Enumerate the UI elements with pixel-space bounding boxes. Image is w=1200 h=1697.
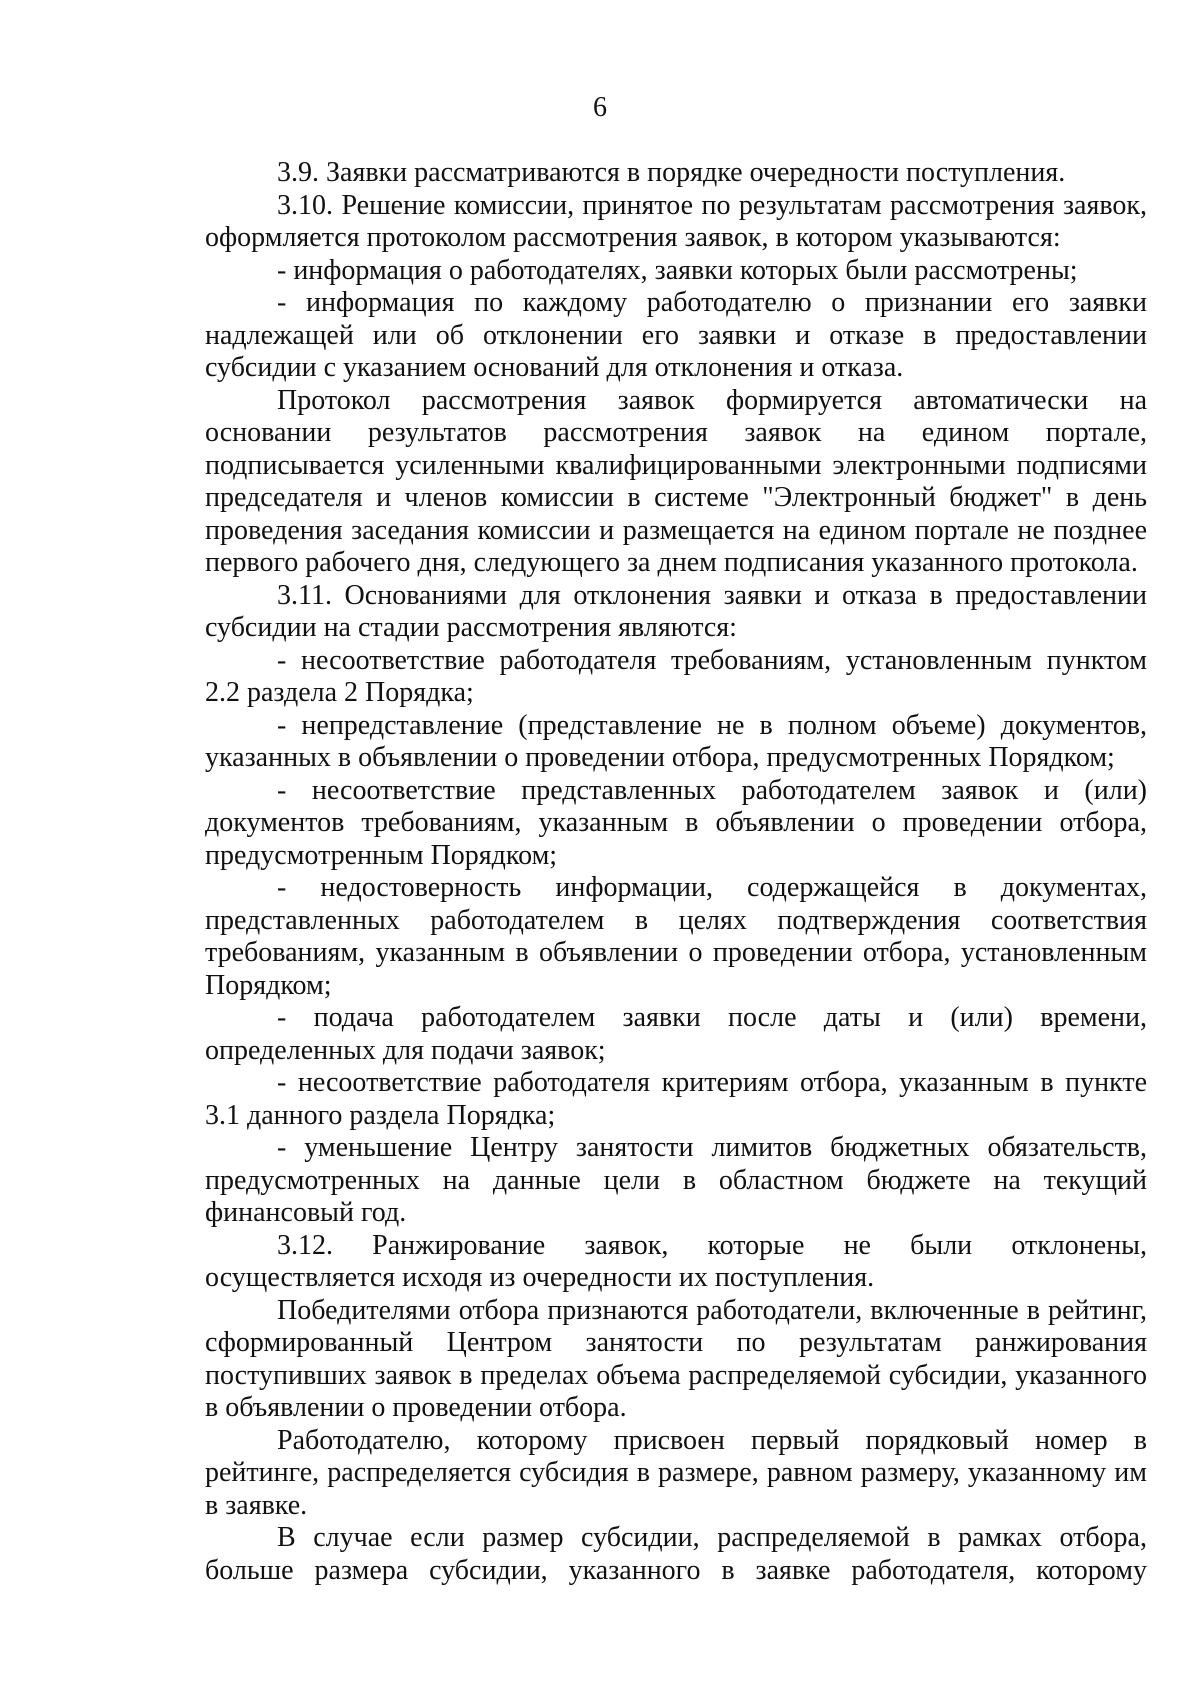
- paragraph-3-9: 3.9. Заявки рассматриваются в порядке очередности поступления.: [277, 157, 1066, 188]
- list-item-requirements-mismatch: - несоответствие работодателя требованиям, установленным пунктом 2.2 раздела 2 Порядка;: [205, 644, 1147, 708]
- list-item-unreliable-info: - недостоверность информации, содержащейся в документах, представленных работодателем в целях подтверждения соответствия требованиям, указанным в объявлении о проведении отбора, установленным Порядком;: [205, 872, 1147, 1001]
- list-item-late-submission: - подача работодателем заявки после даты и (или) времени, определенных для подачи заявок;: [205, 1002, 1147, 1066]
- paragraph-protocol: Протокол рассмотрения заявок формируется автоматически на основании результатов рассмотрения заявок на едином портале, подписывается усиленными квалифицированными электронными подписями председателя и членов комиссии в системе "Электронный бюджет" в день проведения заседания комиссии и размещается на едином портале не позднее первого рабочего дня, следующего за днем подписания указанного протокола.: [205, 384, 1147, 578]
- paragraph-3-12: 3.12. Ранжирование заявок, которые не были отклонены, осуществляется исходя из очередности их поступления.: [205, 1229, 1147, 1293]
- list-item-documents-mismatch: - несоответствие представленных работодателем заявок и (или) документов требованиям, указанным в объявлении о проведении отбора, предусмотренным Порядком;: [205, 774, 1147, 871]
- list-item-budget-reduction: - уменьшение Центру занятости лимитов бюджетных обязательств, предусмотренных на данные цели в областном бюджете на текущий финансовый год.: [205, 1132, 1147, 1228]
- document-body: [205, 157, 1147, 1587]
- page-number: 6: [593, 92, 607, 123]
- paragraph-winners: Победителями отбора признаются работодатели, включенные в рейтинг, сформированный Центром занятости по результатам ранжирования поступивших заявок в пределах объема распределяемой субсидии, указанного в объявлении о проведении отбора.: [205, 1294, 1147, 1423]
- list-item-decision-info: - информация по каждому работодателю о признании его заявки надлежащей или об отклонении его заявки и отказе в предоставлении субсидии с указанием оснований для отклонения и отказа.: [205, 287, 1147, 383]
- paragraph-3-11: 3.11. Основаниями для отклонения заявки и отказа в предоставлении субсидии на стадии рассмотрения являются:: [205, 579, 1147, 643]
- list-item-criteria-mismatch: - несоответствие работодателя критериям отбора, указанным в пункте 3.1 данного раздела Порядка;: [205, 1067, 1147, 1131]
- paragraph-first-rank: Работодателю, которому присвоен первый порядковый номер в рейтинге, распределяется субсидия в размере, равном размеру, указанному им в заявке.: [205, 1424, 1147, 1521]
- paragraph-3-10: 3.10. Решение комиссии, принятое по результатам рассмотрения заявок, оформляется протоколом рассмотрения заявок, в котором указываются:: [205, 189, 1147, 253]
- list-item-employer-info: - информация о работодателях, заявки которых были рассмотрены;: [277, 254, 1078, 286]
- paragraph-subsidy-remainder: В случае если размер субсидии, распределяемой в рамках отбора, больше размера субсидии, указанного в заявке работодателя, которому: [205, 1522, 1147, 1586]
- list-item-documents-missing: - непредставление (представление не в полном объеме) документов, указанных в объявлении о проведении отбора, предусмотренных Порядком;: [205, 709, 1147, 773]
